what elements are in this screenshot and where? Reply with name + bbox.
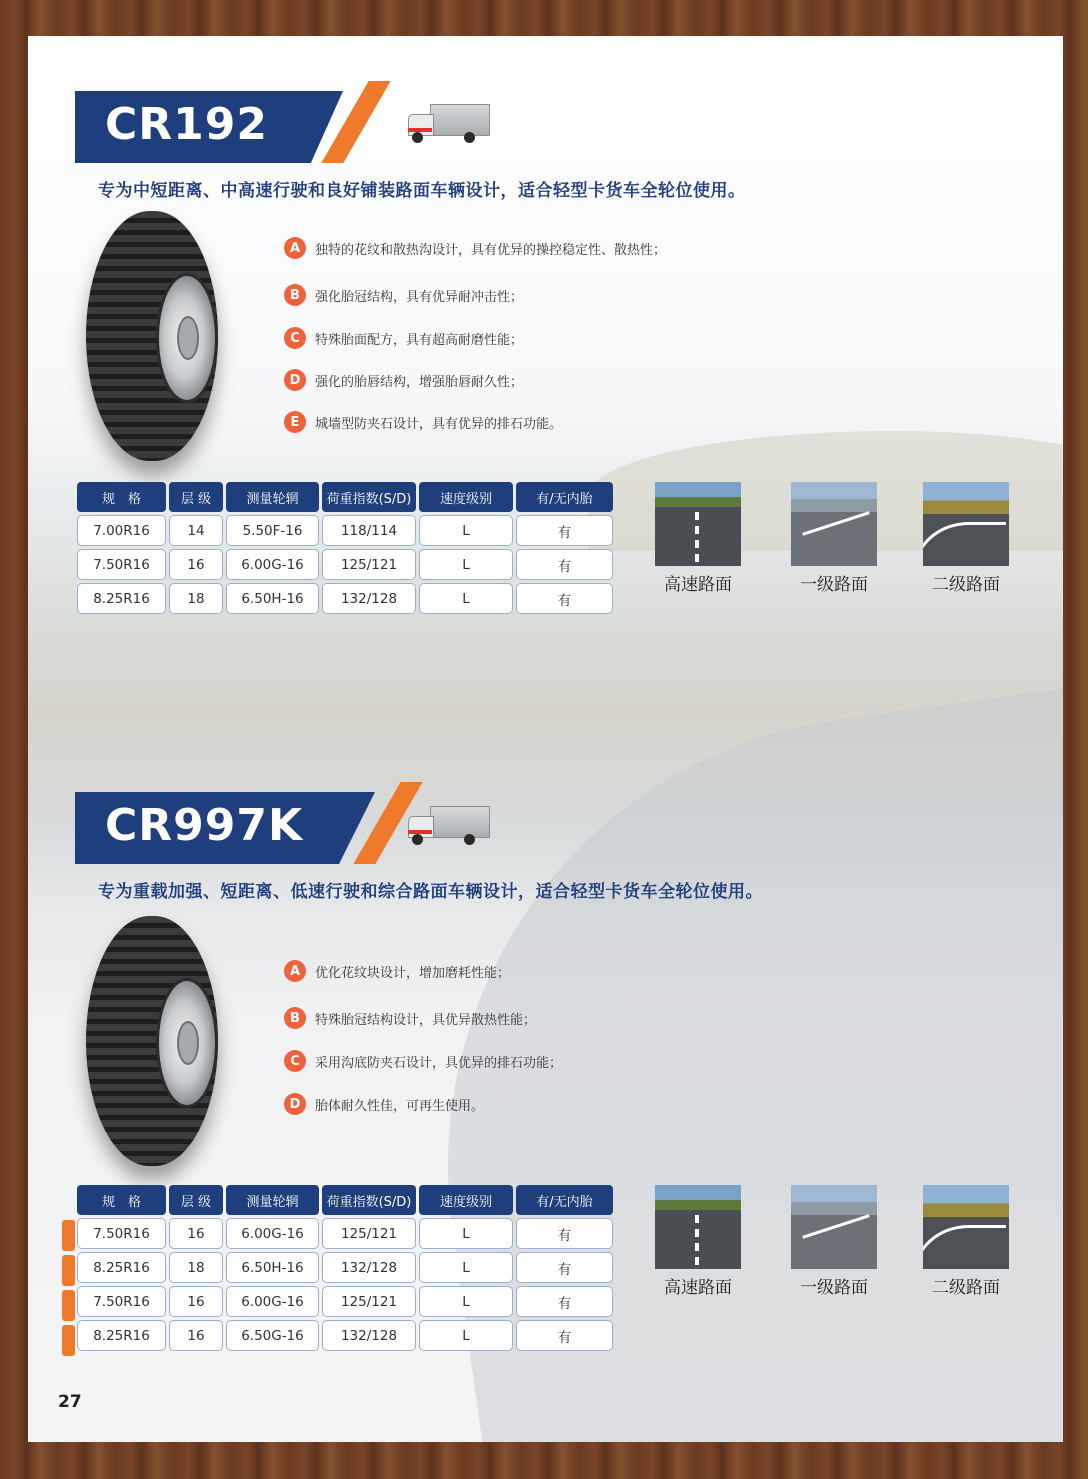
feature-text: 特殊胎冠结构设计，具优异散热性能； xyxy=(315,1012,537,1028)
cell-load-index: 125/121 xyxy=(322,1218,416,1249)
catalog-page xyxy=(28,36,1063,1442)
table-header-row xyxy=(77,1185,613,1215)
product-tagline: 专为中短距离、中高速行驶和良好铺装路面车辆设计，适合轻型卡货车全轮位使用。 xyxy=(98,181,746,201)
class1-road-photo xyxy=(791,1185,877,1269)
cell-rim: 6.00G-16 xyxy=(226,1286,319,1317)
road-label: 一级路面 xyxy=(800,1278,868,1298)
cell-rim: 6.00G-16 xyxy=(226,549,319,580)
cell-size: 8.25R16 xyxy=(77,583,166,614)
header-speed: 速度级别 xyxy=(419,482,513,512)
cell-size: 7.50R16 xyxy=(77,549,166,580)
cell-tube: 有 xyxy=(516,549,613,580)
header-rim: 测量轮辋 xyxy=(226,1185,319,1215)
cell-ply: 16 xyxy=(169,549,223,580)
cell-tube: 有 xyxy=(516,515,613,546)
table-row xyxy=(77,515,613,546)
model-banner xyxy=(75,91,365,163)
road-label: 一级路面 xyxy=(800,575,868,595)
header-size: 规 格 xyxy=(77,1185,166,1215)
header-ply: 层 级 xyxy=(169,482,223,512)
road-card-highway xyxy=(655,482,741,595)
cell-speed: L xyxy=(419,1286,513,1317)
model-name: CR997K xyxy=(105,800,304,851)
cell-load-index: 132/128 xyxy=(322,583,416,614)
road-card-class2 xyxy=(923,482,1009,595)
feature-letter-badge: B xyxy=(284,284,306,306)
road-label: 二级路面 xyxy=(932,1278,1000,1298)
cell-rim: 6.00G-16 xyxy=(226,1218,319,1249)
feature-text: 特殊胎面配方，具有超高耐磨性能； xyxy=(315,332,524,348)
cell-tube: 有 xyxy=(516,1218,613,1249)
cell-load-index: 125/121 xyxy=(322,549,416,580)
cell-speed: L xyxy=(419,1252,513,1283)
header-tube: 有/无内胎 xyxy=(516,1185,613,1215)
feature-letter-badge: C xyxy=(284,327,306,349)
cell-ply: 16 xyxy=(169,1286,223,1317)
feature-item xyxy=(284,1006,536,1030)
cell-ply: 18 xyxy=(169,1252,223,1283)
cell-size: 7.50R16 xyxy=(77,1286,166,1317)
page-number: 27 xyxy=(58,1392,82,1412)
truck-icon xyxy=(406,806,490,846)
road-label: 高速路面 xyxy=(664,575,732,595)
road-label: 二级路面 xyxy=(932,575,1000,595)
cell-speed: L xyxy=(419,583,513,614)
truck-icon xyxy=(406,104,490,144)
feature-text: 胎体耐久性佳，可再生使用。 xyxy=(315,1098,485,1114)
feature-item xyxy=(284,236,666,260)
cell-speed: L xyxy=(419,1218,513,1249)
road-card-class1 xyxy=(791,1185,877,1298)
spec-table xyxy=(74,479,616,617)
class2-road-photo xyxy=(923,1185,1009,1269)
feature-item xyxy=(284,368,523,392)
header-load-index: 荷重指数(S/D) xyxy=(322,482,416,512)
feature-letter-badge: A xyxy=(284,237,306,259)
feature-item xyxy=(284,1049,562,1073)
cell-rim: 6.50G-16 xyxy=(226,1320,319,1351)
feature-text: 采用沟底防夹石设计，具优异的排石功能； xyxy=(315,1055,563,1071)
cell-tube: 有 xyxy=(516,1286,613,1317)
feature-item xyxy=(284,283,523,307)
feature-item xyxy=(284,326,523,350)
cell-tube: 有 xyxy=(516,583,613,614)
table-row xyxy=(77,1320,613,1351)
feature-text: 优化花纹块设计，增加磨耗性能； xyxy=(315,965,511,981)
cell-speed: L xyxy=(419,515,513,546)
road-card-class2 xyxy=(923,1185,1009,1298)
cell-ply: 16 xyxy=(169,1320,223,1351)
road-label: 高速路面 xyxy=(664,1278,732,1298)
cell-load-index: 118/114 xyxy=(322,515,416,546)
class2-road-photo xyxy=(923,482,1009,566)
feature-letter-badge: E xyxy=(284,411,306,433)
cell-load-index: 132/128 xyxy=(322,1320,416,1351)
feature-letter-badge: B xyxy=(284,1007,306,1029)
header-speed: 速度级别 xyxy=(419,1185,513,1215)
header-size: 规 格 xyxy=(77,482,166,512)
header-rim: 测量轮辋 xyxy=(226,482,319,512)
feature-text: 独特的花纹和散热沟设计，具有优异的操控稳定性、散热性； xyxy=(315,242,667,258)
cell-rim: 6.50H-16 xyxy=(226,583,319,614)
feature-text: 城墙型防夹石设计，具有优异的排石功能。 xyxy=(315,416,563,432)
cell-tube: 有 xyxy=(516,1252,613,1283)
cell-speed: L xyxy=(419,1320,513,1351)
header-ply: 层 级 xyxy=(169,1185,223,1215)
road-type-gallery xyxy=(655,1185,1015,1305)
feature-letter-badge: D xyxy=(284,369,306,391)
cell-load-index: 132/128 xyxy=(322,1252,416,1283)
cell-speed: L xyxy=(419,549,513,580)
highway-photo xyxy=(655,1185,741,1269)
feature-text: 强化的胎唇结构，增强胎唇耐久性； xyxy=(315,374,524,390)
road-card-class1 xyxy=(791,482,877,595)
tire-image xyxy=(86,211,218,461)
feature-item xyxy=(284,1092,484,1116)
highway-photo xyxy=(655,482,741,566)
cell-size: 7.00R16 xyxy=(77,515,166,546)
road-card-highway xyxy=(655,1185,741,1298)
table-row xyxy=(77,1252,613,1283)
table-row xyxy=(77,549,613,580)
tire-image xyxy=(86,916,218,1166)
spec-table xyxy=(74,1182,616,1354)
cell-tube: 有 xyxy=(516,1320,613,1351)
road-type-gallery xyxy=(655,482,1015,602)
feature-text: 强化胎冠结构，具有优异耐冲击性； xyxy=(315,289,524,305)
cell-size: 8.25R16 xyxy=(77,1252,166,1283)
cell-ply: 14 xyxy=(169,515,223,546)
cell-rim: 5.50F-16 xyxy=(226,515,319,546)
cell-size: 7.50R16 xyxy=(77,1218,166,1249)
header-load-index: 荷重指数(S/D) xyxy=(322,1185,416,1215)
cell-load-index: 125/121 xyxy=(322,1286,416,1317)
table-row xyxy=(77,1286,613,1317)
cell-rim: 6.50H-16 xyxy=(226,1252,319,1283)
cell-ply: 16 xyxy=(169,1218,223,1249)
class1-road-photo xyxy=(791,482,877,566)
feature-item xyxy=(284,410,562,434)
product-tagline: 专为重载加强、短距离、低速行驶和综合路面车辆设计，适合轻型卡货车全轮位使用。 xyxy=(98,882,763,902)
table-row xyxy=(77,583,613,614)
table-header-row xyxy=(77,482,613,512)
cell-ply: 18 xyxy=(169,583,223,614)
feature-letter-badge: C xyxy=(284,1050,306,1072)
model-banner xyxy=(75,792,395,864)
feature-item xyxy=(284,959,510,983)
model-name: CR192 xyxy=(105,99,269,150)
feature-letter-badge: A xyxy=(284,960,306,982)
feature-letter-badge: D xyxy=(284,1093,306,1115)
header-tube: 有/无内胎 xyxy=(516,482,613,512)
cell-size: 8.25R16 xyxy=(77,1320,166,1351)
table-row xyxy=(77,1218,613,1249)
